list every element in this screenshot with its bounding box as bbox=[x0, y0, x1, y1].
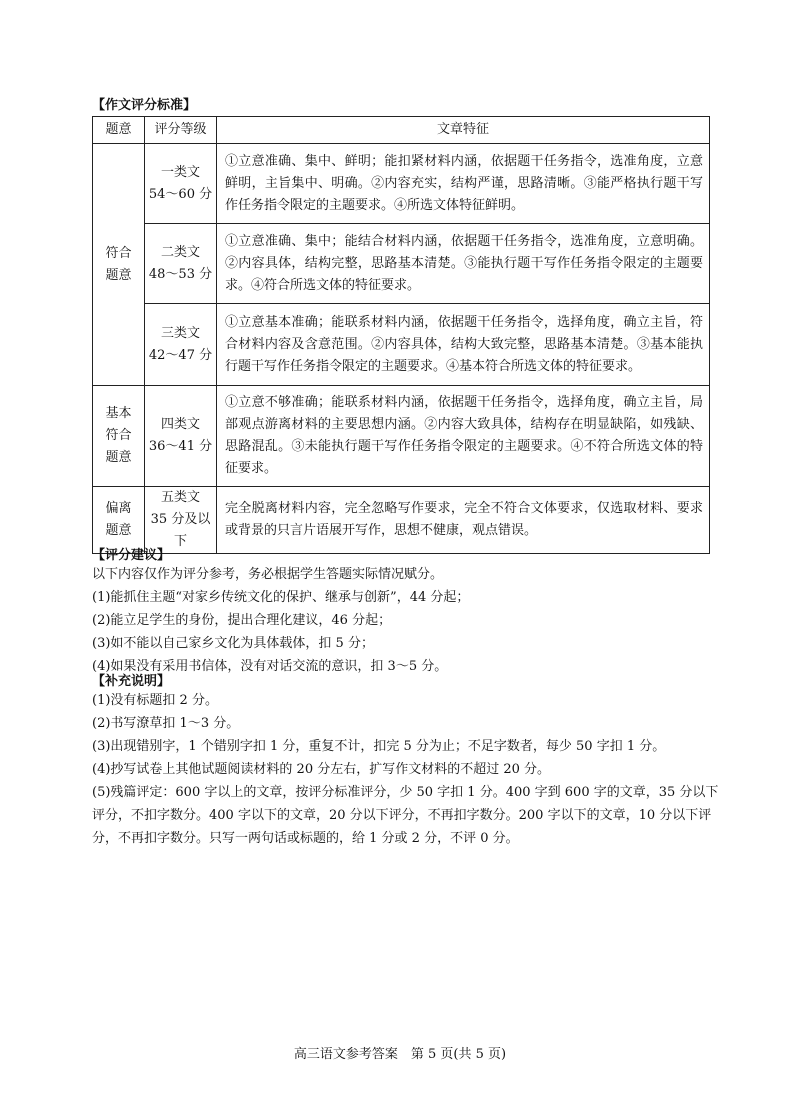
grade-label: 二类文 bbox=[160, 244, 200, 260]
feature-cell: ①立意不够准确；能联系材料内涵，依据题干任务指令，选择角度，确立主旨，局部观点游离材料的主要思想内涵。②内容大致具体，结构存在明显缺陷，如残缺、思路混乱。③未能执行题干写作任务指令限定的主题要求。④不符合所选文体的特征要求。 bbox=[217, 386, 710, 487]
category-cell: 符合 题意 bbox=[93, 144, 145, 386]
rubric-title: 【作文评分标准】 bbox=[92, 98, 197, 113]
table-row bbox=[93, 487, 710, 554]
feature-cell: 完全脱离材料内容，完全忽略写作要求，完全不符合文体要求，仅选取材料、要求或背景的只言片语展开写作，思想不健康，观点错误。 bbox=[217, 487, 710, 554]
grade-label: 一类文 bbox=[160, 164, 200, 180]
suggest-intro: 以下内容仅作为评分参考，务必根据学生答题实际情况赋分。 bbox=[92, 567, 444, 582]
supp-item: (3)出现错别字，1 个错别字扣 1 分，重复不计，扣完 5 分为止；不足字数者，每少 50 字扣 1 分。 bbox=[92, 739, 666, 754]
grade-cell bbox=[145, 144, 217, 224]
grade-cell bbox=[145, 304, 217, 386]
grade-range: 54～60 分 bbox=[148, 186, 213, 202]
grade-cell bbox=[145, 386, 217, 487]
header-grade: 评分等级 bbox=[145, 117, 217, 144]
suggest-item: (1)能抓住主题“对家乡传统文化的保护、继承与创新”，44 分起； bbox=[92, 590, 470, 605]
supp-item: (1)没有标题扣 2 分。 bbox=[92, 693, 218, 708]
supp-item: (4)抄写试卷上其他试题阅读材料的 20 分左右，扩写作文材料的不超过 20 分。 bbox=[92, 762, 551, 777]
category-cell: 基本 符合 题意 bbox=[93, 386, 145, 487]
table-row bbox=[93, 304, 710, 386]
grade-range: 35 分及以下 bbox=[150, 512, 211, 549]
feature-cell: ①立意准确、集中；能结合材料内涵，依据题干任务指令，选准角度，立意明确。②内容具体，结构完整，思路基本清楚。③能执行题干写作任务指令限定的主题要求。④符合所选文体的特征要求。 bbox=[217, 224, 710, 304]
suggest-item: (3)如不能以自己家乡文化为具体载体，扣 5 分； bbox=[92, 636, 374, 651]
feature-cell: ①立意基本准确；能联系材料内涵，依据题干任务指令，选择角度，确立主旨，符合材料内容及含意范围。②内容具体，结构大致完整，思路基本清楚。③基本能执行题干写作任务指令限定的主题要求。④基本符合所选文体的特征要求。 bbox=[217, 304, 710, 386]
suggest-section bbox=[92, 563, 732, 678]
header-feature: 文章特征 bbox=[217, 117, 710, 144]
feature-cell: ①立意准确、集中、鲜明；能扣紧材料内涵，依据题干任务指令，选准角度，立意鲜明，主旨集中、明确。②内容充实，结构严谨，思路清晰。③能严格执行题干写作任务指令限定的主题要求。④所选文体特征鲜明。 bbox=[217, 144, 710, 224]
grade-label: 四类文 bbox=[160, 417, 200, 432]
supp-item: (5)残篇评定：600 字以上的文章，按评分标准评分，少 50 字扣 1 分。400 字到 600 字的文章，35 分以下评分，不扣字数分。400 字以下的文章，20 分以下评分，不再扣字数分。200 字以下的文章，10 分以下评分，不再扣字数分。只写一两句话或标题的，给 1 分或 2 分，不评 0 分。 bbox=[92, 785, 719, 846]
table-row bbox=[93, 224, 710, 304]
supp-item: (2)书写潦草扣 1～3 分。 bbox=[92, 716, 240, 731]
grade-label: 五类文 bbox=[160, 490, 200, 505]
grade-label: 三类文 bbox=[160, 325, 200, 341]
suggest-title: 【评分建议】 bbox=[92, 548, 171, 563]
suggest-item: (4)如果没有采用书信体，没有对话交流的意识，扣 3～5 分。 bbox=[92, 659, 448, 674]
table-row bbox=[93, 386, 710, 487]
table-row bbox=[93, 144, 710, 224]
grade-range: 48～53 分 bbox=[148, 266, 213, 282]
category-cell: 偏离 题意 bbox=[93, 487, 145, 554]
supp-title: 【补充说明】 bbox=[92, 674, 171, 689]
grade-range: 36～41 分 bbox=[148, 439, 213, 454]
header-topic: 题意 bbox=[93, 117, 145, 144]
table-header-row bbox=[93, 117, 710, 144]
rubric-table bbox=[92, 116, 710, 554]
page-footer: 高三语文参考答案 第 5 页(共 5 页) bbox=[293, 1047, 507, 1062]
grade-range: 42～47 分 bbox=[148, 347, 213, 363]
grade-cell bbox=[145, 224, 217, 304]
suggest-item: (2)能立足学生的身份，提出合理化建议，46 分起； bbox=[92, 613, 392, 628]
supp-section bbox=[92, 689, 722, 850]
